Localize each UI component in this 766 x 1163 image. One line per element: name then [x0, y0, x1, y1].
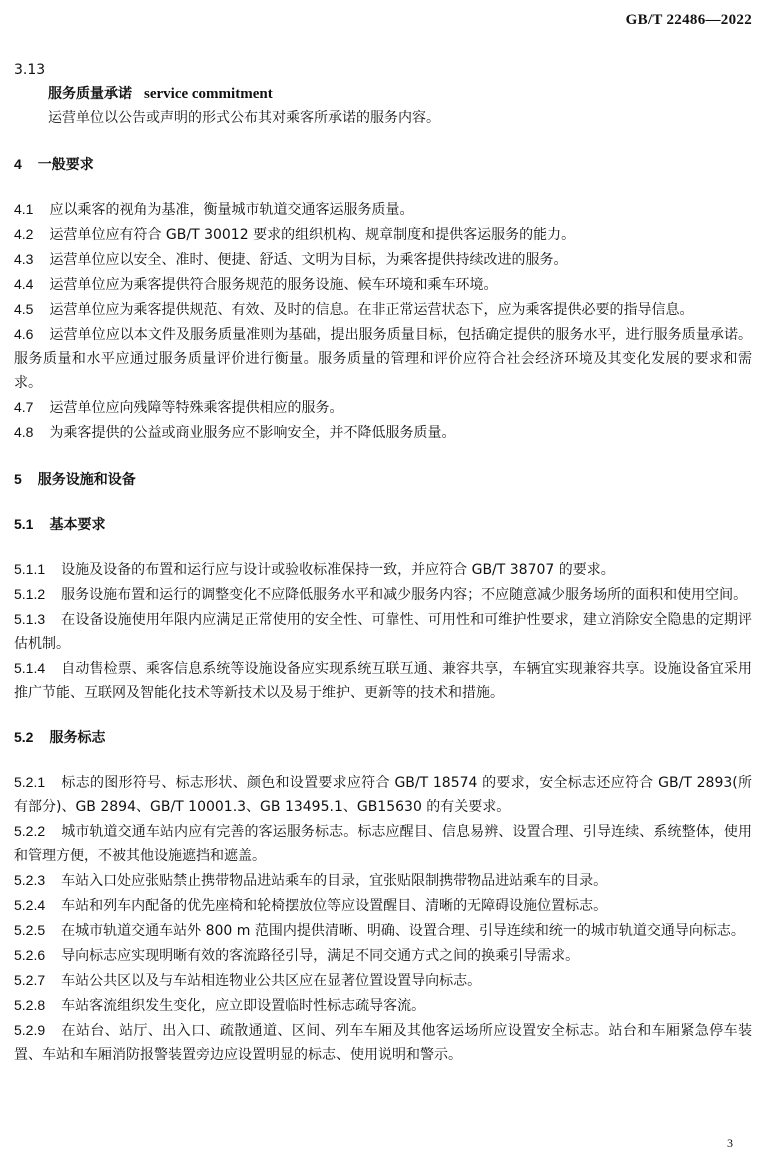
clause-5-2-5 — [14, 918, 752, 943]
clause-number: 5.1.2 — [14, 586, 46, 602]
clause-5-2-1 — [14, 770, 752, 819]
clause-text: 导向标志应实现明晰有效的客流路径引导，满足不同交通方式之间的换乘引导需求。 — [61, 948, 580, 964]
clause-number: 5.2.5 — [14, 922, 46, 938]
clause-text: 运营单位应向残障等特殊乘客提供相应的服务。 — [49, 400, 344, 416]
clause-text: 运营单位应以本文件及服务质量准则为基础，提出服务质量目标，包括确定提供的服务水平，进行服务质量承诺。服务质量和水平应通过服务质量评价进行衡量。服务质量的管理和评价应符合社会经济环境及其变化发展的要求和需求。 — [14, 327, 752, 391]
clause-5-2-3 — [14, 868, 752, 893]
clause-text: 自动售检票、乘客信息系统等设施设备应实现系统互联互通、兼容共享，车辆宜实现兼容共享。设施设备宜采用推广节能、互联网及智能化技术等新技术以及易于维护、更新等的技术和措施。 — [14, 661, 752, 701]
clause-4-3 — [14, 247, 752, 272]
clause-number: 5.2.8 — [14, 997, 46, 1013]
clause-text: 车站入口处应张贴禁止携带物品进站乘车的目录，宜张贴限制携带物品进站乘车的目录。 — [61, 873, 608, 889]
clause-text: 运营单位应有符合 GB/T 30012 要求的组织机构、规章制度和提供客运服务的能力。 — [49, 227, 576, 243]
clause-number: 5.1.4 — [14, 660, 46, 676]
clause-text: 为乘客提供的公益或商业服务应不影响安全，并不降低服务质量。 — [49, 425, 456, 441]
clause-4-4 — [14, 272, 752, 297]
clause-number: 5.2.1 — [14, 774, 46, 790]
clause-number: 4.4 — [14, 276, 34, 292]
clause-text: 应以乘客的视角为基准，衡量城市轨道交通客运服务质量。 — [49, 202, 414, 218]
clause-text: 车站和列车内配备的优先座椅和轮椅摆放位等应设置醒目、清晰的无障碍设施位置标志。 — [61, 898, 608, 914]
clause-5-1-4 — [14, 656, 752, 705]
clause-text: 车站客流组织发生变化，应立即设置临时性标志疏导客流。 — [61, 998, 426, 1014]
clause-text: 城市轨道交通车站内应有完善的客运服务标志。标志应醒目、信息易辨、设置合理、引导连续、系统整体，使用和管理方便，不被其他设施遮挡和遮盖。 — [14, 824, 752, 864]
clause-number: 5.2.3 — [14, 872, 46, 888]
section-title: 服务设施和设备 — [37, 472, 136, 488]
section-4-clauses — [14, 197, 752, 445]
clause-4-7 — [14, 395, 752, 420]
clause-number: 4.7 — [14, 399, 34, 415]
clause-4-6 — [14, 322, 752, 395]
clause-5-2-9 — [14, 1018, 752, 1067]
clause-number: 5.2.6 — [14, 947, 46, 963]
subsection-title: 基本要求 — [49, 517, 106, 533]
subsection-5-2-clauses — [14, 770, 752, 1067]
document-body — [14, 58, 752, 1067]
clause-5-2-4 — [14, 893, 752, 918]
clause-number: 4.8 — [14, 424, 34, 440]
clause-5-1-3 — [14, 607, 752, 656]
clause-5-2-2 — [14, 819, 752, 868]
clause-5-2-6 — [14, 943, 752, 968]
clause-text: 服务设施布置和运行的调整变化不应降低服务水平和减少服务内容；不应随意减少服务场所的面积和使用空间。 — [61, 587, 748, 603]
clause-text: 在城市轨道交通车站外 800 m 范围内提供清晰、明确、设置合理、引导连续和统一的城市轨道交通导向标志。 — [61, 923, 745, 939]
clause-number: 4.6 — [14, 326, 34, 342]
clause-text: 设施及设备的布置和运行应与设计或验收标准保持一致，并应符合 GB/T 38707 的要求。 — [61, 562, 615, 578]
clause-text: 运营单位应为乘客提供符合服务规范的服务设施、候车环境和乘车环境。 — [49, 277, 498, 293]
clause-number: 4.3 — [14, 251, 34, 267]
clause-5-2-8 — [14, 993, 752, 1018]
term-definition: 运营单位以公告或声明的形式公布其对乘客所承诺的服务内容。 — [48, 110, 440, 126]
term-number: 3.13 — [14, 62, 46, 78]
section-5-heading — [14, 467, 752, 492]
section-number: 4 — [14, 156, 22, 172]
clause-4-8 — [14, 420, 752, 445]
page-number: 3 — [727, 1136, 733, 1150]
clause-number: 4.2 — [14, 226, 34, 242]
clause-number: 5.2.7 — [14, 972, 46, 988]
clause-text: 运营单位应以安全、准时、便捷、舒适、文明为目标，为乘客提供持续改进的服务。 — [49, 252, 568, 268]
clause-text: 在设备设施使用年限内应满足正常使用的安全性、可靠性、可用性和可维护性要求，建立消除安全隐患的定期评估机制。 — [14, 612, 752, 652]
section-4-heading — [14, 152, 752, 177]
subsection-number: 5.1 — [14, 516, 34, 532]
term-en: service commitment — [144, 86, 273, 102]
clause-number: 5.1.3 — [14, 611, 46, 627]
term-zh: 服务质量承诺 — [48, 86, 132, 102]
standard-code: GB/T 22486—2022 — [625, 12, 752, 28]
clause-number: 5.2.9 — [14, 1022, 46, 1038]
clause-text: 标志的图形符号、标志形状、颜色和设置要求应符合 GB/T 18574 的要求，安全标志还应符合 GB/T 2893(所有部分)、GB 2894、GB/T 10001.3、GB 13495.1、GB15630 的有关要求。 — [14, 775, 752, 815]
term-heading — [14, 82, 752, 106]
clause-text: 车站公共区以及与车站相连物业公共区应在显著位置设置导向标志。 — [61, 973, 482, 989]
clause-number: 4.1 — [14, 201, 34, 217]
subsection-5-1-clauses — [14, 557, 752, 705]
subsection-number: 5.2 — [14, 729, 34, 745]
clause-5-1-2 — [14, 582, 752, 607]
clause-4-1 — [14, 197, 752, 222]
subsection-title: 服务标志 — [49, 730, 106, 746]
clause-4-2 — [14, 222, 752, 247]
clause-number: 5.1.1 — [14, 561, 46, 577]
clause-number: 5.2.4 — [14, 897, 46, 913]
section-number: 5 — [14, 471, 22, 487]
clause-text: 运营单位应为乘客提供规范、有效、及时的信息。在非正常运营状态下，应为乘客提供必要的指导信息。 — [49, 302, 694, 318]
clause-text: 在站台、站厅、出入口、疏散通道、区间、列车车厢及其他客运场所应设置安全标志。站台和车厢紧急停车装置、车站和车厢消防报警装置旁边应设置明显的标志、使用说明和警示。 — [14, 1023, 752, 1063]
clause-number: 4.5 — [14, 301, 34, 317]
clause-4-5 — [14, 297, 752, 322]
subsection-5-2-heading — [14, 725, 752, 750]
section-title: 一般要求 — [37, 157, 94, 173]
subsection-5-1-heading — [14, 512, 752, 537]
clause-number: 5.2.2 — [14, 823, 46, 839]
clause-5-1-1 — [14, 557, 752, 582]
clause-5-2-7 — [14, 968, 752, 993]
